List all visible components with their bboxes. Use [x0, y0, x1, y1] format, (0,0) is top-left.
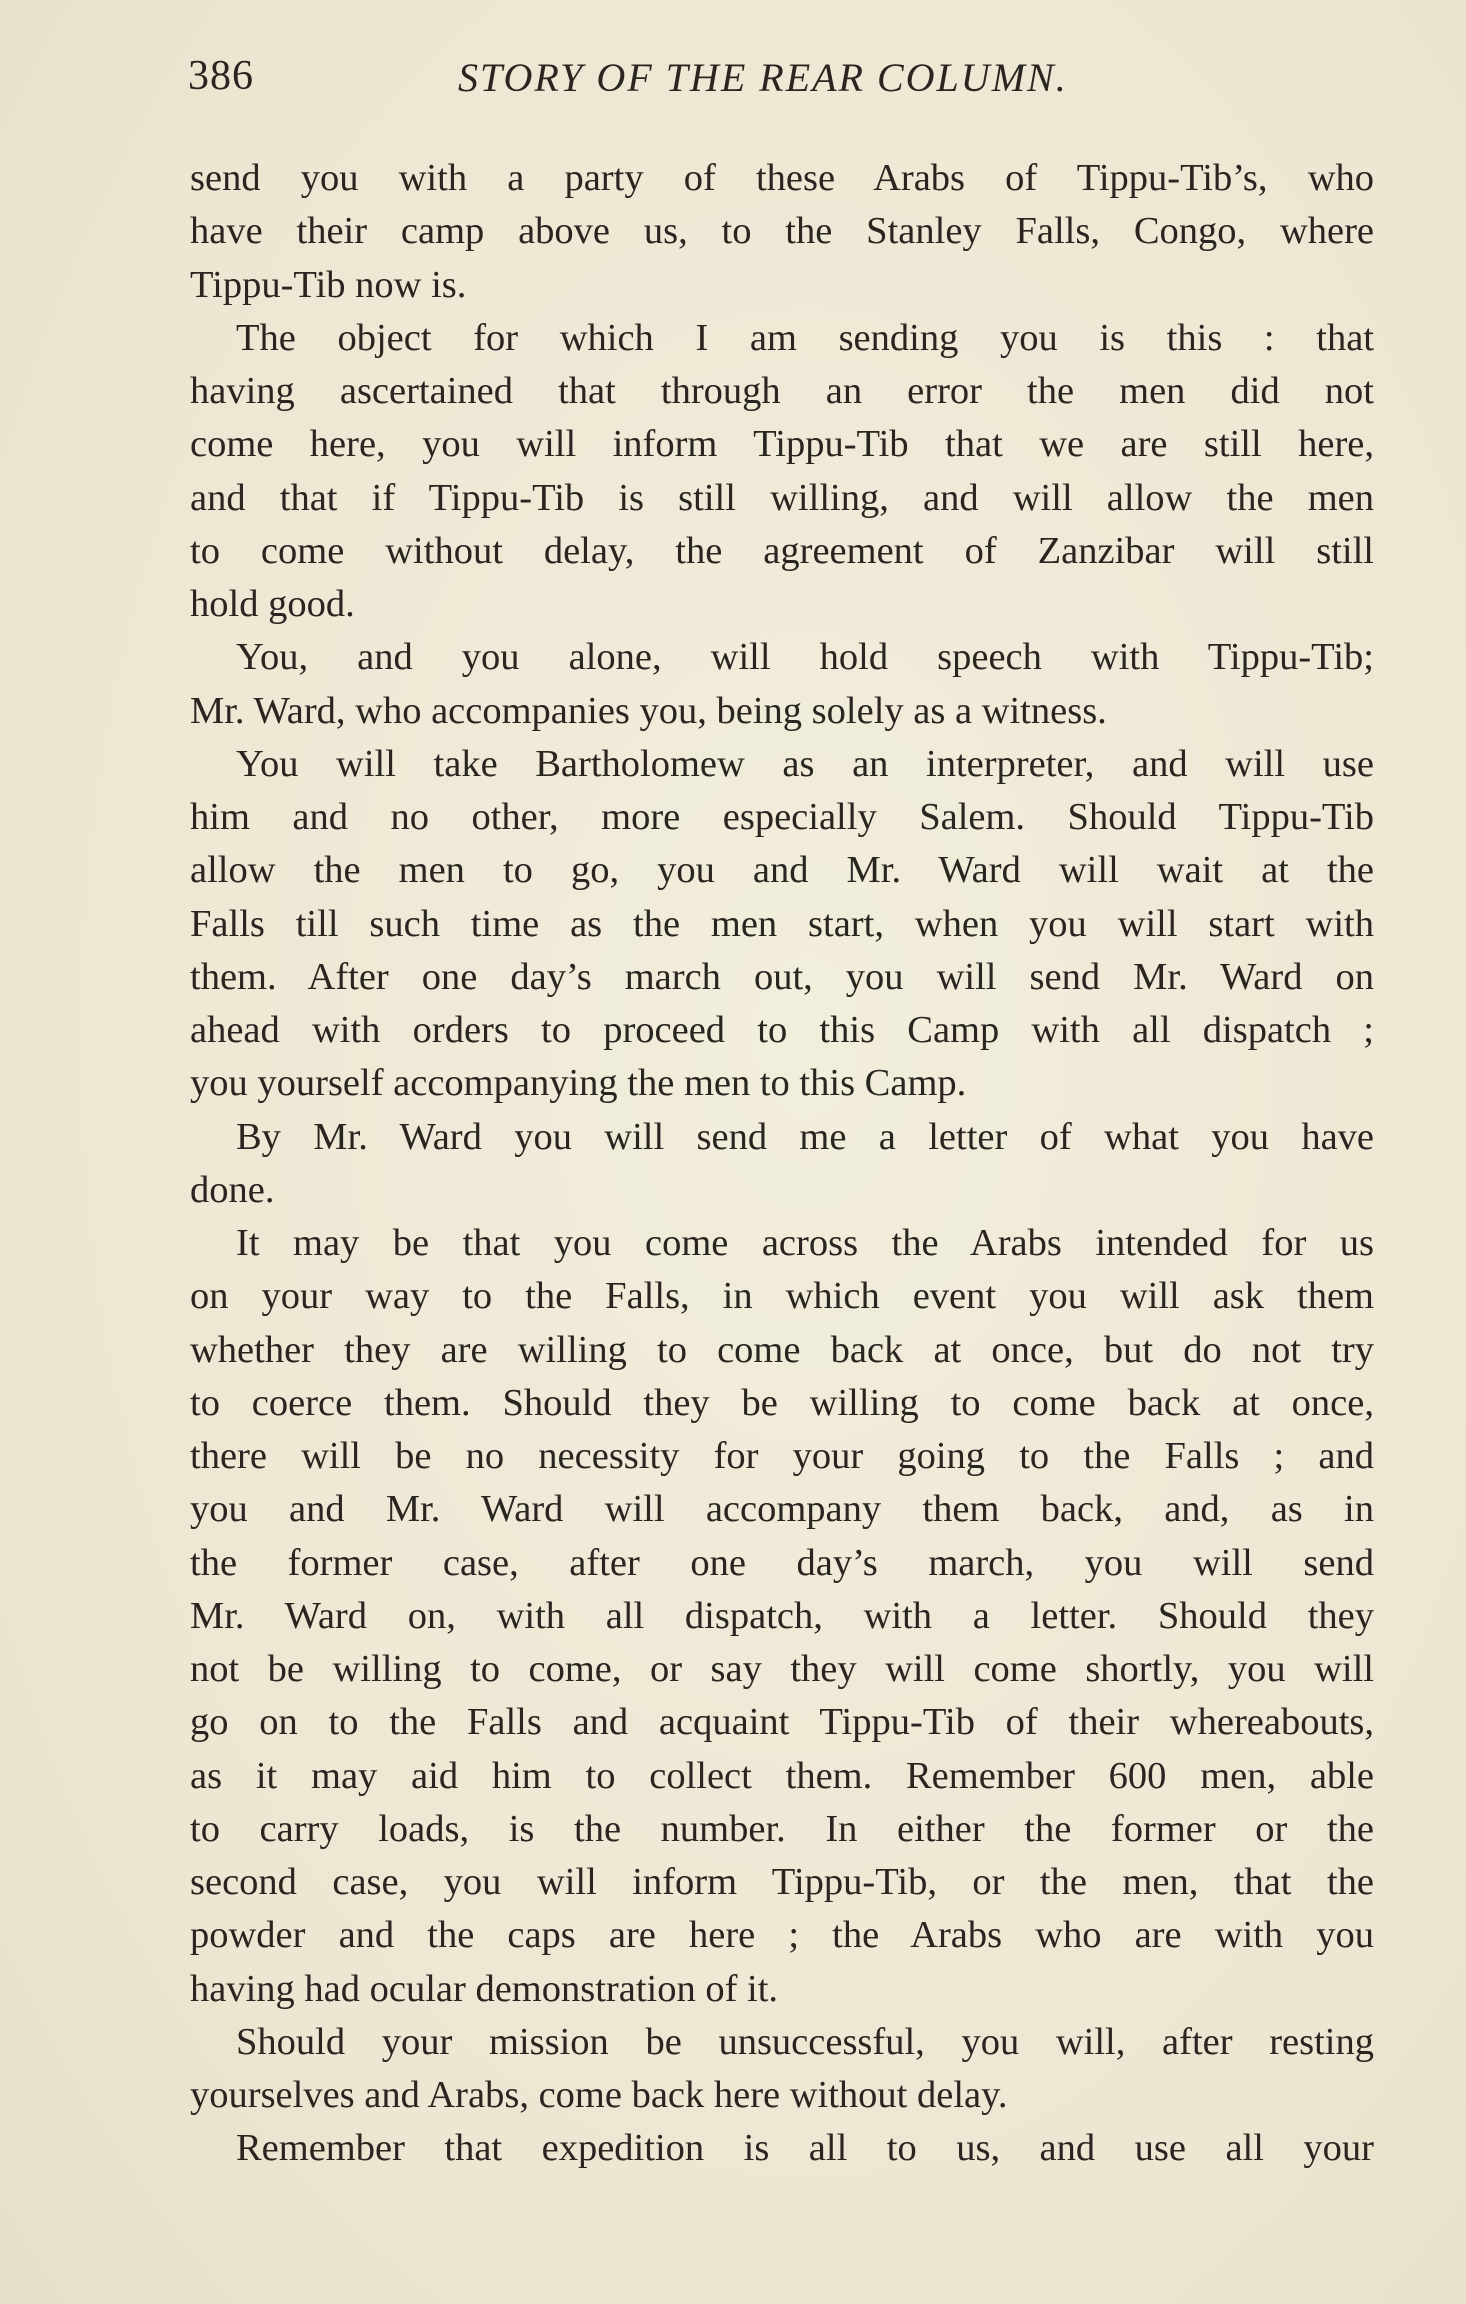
- text-line: and that if Tippu-Tib is still willing, and will allow the men: [190, 476, 1374, 519]
- text-line: to come without delay, the agreement of Zanzibar will still: [190, 529, 1374, 572]
- text-line: you yourself accompanying the men to this Camp.: [190, 1062, 967, 1105]
- text-line: on your way to the Falls, in which event you will ask them: [190, 1275, 1374, 1318]
- text-line: allow the men to go, you and Mr. Ward will wait at the: [190, 849, 1374, 892]
- text-line: to coerce them. Should they be willing to come back at once,: [190, 1381, 1374, 1424]
- text-line: Mr. Ward, who accompanies you, being solely as a witness.: [190, 689, 1107, 732]
- page-header: [188, 52, 1374, 112]
- text-line: Tippu-Tib now is.: [190, 263, 467, 306]
- text-line: powder and the caps are here ; the Arabs who are with you: [190, 1914, 1374, 1957]
- text-line: send you with a party of these Arabs of Tippu-Tib’s, who: [190, 157, 1374, 199]
- text-line: hold good.: [190, 583, 355, 625]
- text-line: yourselves and Arabs, come back here without delay.: [190, 2074, 1008, 2116]
- text-line: them. After one day’s march out, you will send Mr. Ward on: [190, 955, 1374, 998]
- text-line: You, and you alone, will hold speech with Tippu-Tib;: [236, 636, 1374, 679]
- text-line: go on to the Falls and acquaint Tippu-Tib of their whereabouts,: [190, 1701, 1374, 1744]
- text-line: It may be that you come across the Arabs intended for us: [236, 1222, 1374, 1264]
- text-line: By Mr. Ward you will send me a letter of what you have: [236, 1115, 1374, 1158]
- text-line: Mr. Ward on, with all dispatch, with a letter. Should they: [190, 1594, 1374, 1637]
- text-line: having had ocular demonstration of it.: [190, 1967, 779, 2010]
- text-line: you and Mr. Ward will accompany them back, and, as in: [190, 1488, 1374, 1531]
- body-text: [190, 152, 1374, 2176]
- text-line: whether they are willing to come back at once, but do not try: [190, 1328, 1374, 1371]
- text-line: ahead with orders to proceed to this Camp with all dispatch ;: [190, 1009, 1374, 1051]
- text-line: Remember that expedition is all to us, and use all your: [236, 2127, 1374, 2170]
- text-line: having ascertained that through an error the men did not: [190, 370, 1374, 412]
- text-line: him and no other, more especially Salem. Should Tippu-Tib: [190, 796, 1374, 838]
- text-line: You will take Bartholomew as an interpreter, and will use: [236, 742, 1374, 785]
- text-line: Falls till such time as the men start, when you will start with: [190, 902, 1374, 945]
- text-line: there will be no necessity for your going to the Falls ; and: [190, 1435, 1374, 1477]
- text-line: the former case, after one day’s march, you will send: [190, 1541, 1374, 1584]
- text-line: done.: [190, 1168, 275, 1211]
- text-line: not be willing to come, or say they will come shortly, you will: [190, 1648, 1374, 1690]
- text-line: to carry loads, is the number. In either the former or the: [190, 1807, 1374, 1850]
- text-line: have their camp above us, to the Stanley Falls, Congo, where: [190, 210, 1374, 253]
- text-line: The object for which I am sending you is this : that: [236, 316, 1374, 359]
- text-line: Should your mission be unsuccessful, you will, after resting: [236, 2020, 1374, 2063]
- text-line: second case, you will inform Tippu-Tib, or the men, that the: [190, 1861, 1374, 1903]
- text-line: come here, you will inform Tippu-Tib that we are still here,: [190, 423, 1374, 466]
- text-line: as it may aid him to collect them. Remember 600 men, able: [190, 1754, 1374, 1797]
- running-head: STORY OF THE REAR COLUMN.: [458, 55, 1068, 100]
- page-number: 386: [188, 53, 254, 99]
